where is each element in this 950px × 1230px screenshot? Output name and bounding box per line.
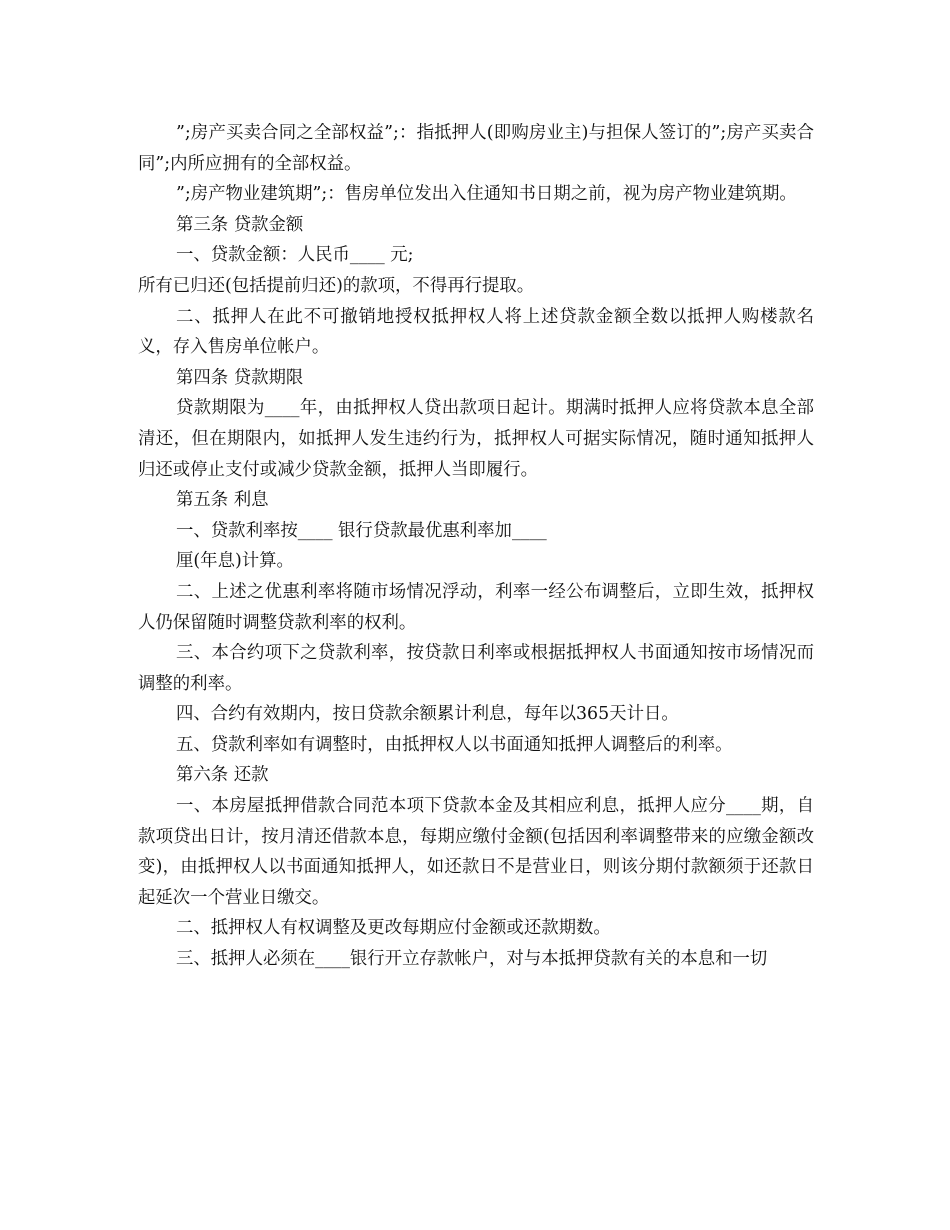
- paragraph-rate-basis: 三、本合约项下之贷款利率，按贷款日利率或根据抵押权人书面通知按市场情况而调整的利率。: [138, 643, 814, 694]
- paragraph-rate-floating: 二、上述之优惠利率将随市场情况浮动，利率一经公布调整后，立即生效，抵押权人仍保留随时调整贷款利率的权利。: [138, 581, 814, 633]
- paragraph-interest-unit: 厘(年息)计算。: [176, 551, 294, 572]
- article-6-heading: 第六条 还款: [176, 765, 269, 786]
- paragraph-repayment-schedule: 一、本房屋抵押借款合同范本项下贷款本金及其相应利息，抵押人应分____期，自款项贷出日计，按月清还借款本息，每期应缴付金额(包括因利率调整带来的应缴金额改变)，由抵押权人以书面通知抵押人，如还款日不是营业日，则该分期付款额须于还款日起延次一个营业日缴交。: [138, 796, 814, 908]
- paragraph-loan-amount: 一、贷款金额：人民币____ 元;: [176, 245, 414, 266]
- paragraph-repaid-no-withdraw: 所有已归还(包括提前归还)的款项，不得再行提取。: [138, 275, 535, 296]
- paragraph-definition-rights: ”;房产买卖合同之全部权益”;：指抵押人(即购房业主)与担保人签订的”;房产买卖合同”;内所应拥有的全部权益。: [138, 123, 814, 174]
- paragraph-rate-notice: 五、贷款利率如有调整时，由抵押权人以书面通知抵押人调整后的利率。: [176, 734, 733, 755]
- paragraph-deposit-authorization: 二、抵押人在此不可撤销地授权抵押权人将上述贷款金额全数以抵押人购楼款名义，存入售房单位帐户。: [138, 306, 814, 358]
- article-3-heading: 第三条 贷款金额: [176, 214, 304, 235]
- paragraph-repayment-adjustment: 二、抵押权人有权调整及更改每期应付金额或还款期数。: [176, 918, 611, 939]
- paragraph-loan-term: 贷款期限为____年，由抵押权人贷出款项日起计。期满时抵押人应将贷款本息全部清还，但在期限内，如抵押人发生违约行为，抵押权人可据实际情况，随时通知抵押人归还或停止支付或减少贷款金额，抵押人当即履行。: [138, 398, 814, 480]
- paragraph-interest-rate: 一、贷款利率按____ 银行贷款最优惠利率加____: [176, 520, 547, 541]
- paragraph-definition-construction-period: ”;房产物业建筑期”;：售房单位发出入住通知书日期之前，视为房产物业建筑期。: [176, 184, 797, 205]
- paragraph-deposit-account: 三、抵押人必须在____银行开立存款帐户，对与本抵押贷款有关的本息和一切: [176, 949, 768, 970]
- document-body: [138, 118, 814, 975]
- article-5-heading: 第五条 利息: [176, 490, 269, 511]
- article-4-heading: 第四条 贷款期限: [176, 367, 304, 388]
- paragraph-interest-accrual: 四、合约有效期内，按日贷款余额累计利息，每年以365天计日。: [176, 704, 679, 725]
